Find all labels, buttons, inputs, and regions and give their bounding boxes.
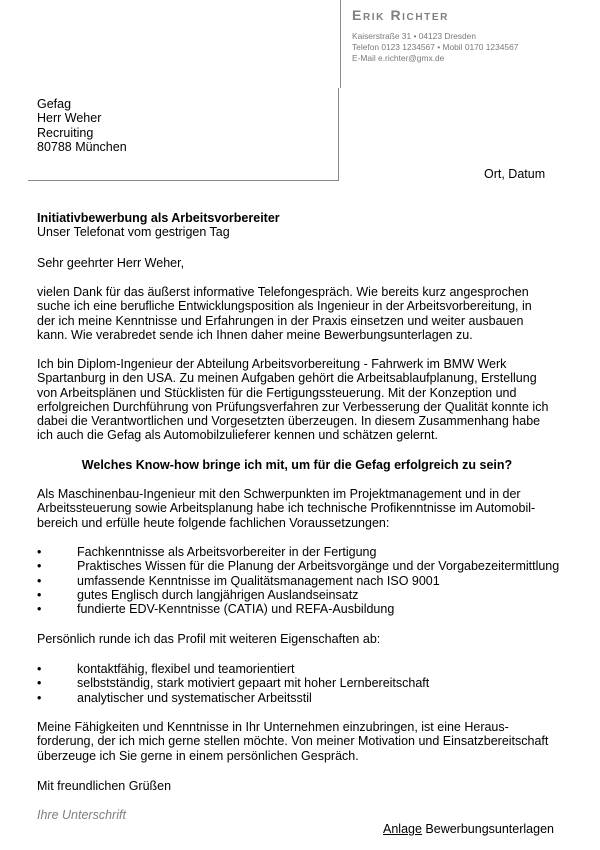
bullet-icon: • xyxy=(37,587,42,602)
attachment-note xyxy=(383,822,554,836)
recipient-address xyxy=(37,97,127,154)
paragraph-line: forderung, der ich mich gerne stellen möchte. Von meiner Motivation und Einsatzbereitschaft xyxy=(37,734,549,749)
subject-title: Initiativbewerbung als Arbeitsvorbereiter xyxy=(37,211,280,225)
recipient-department: Recruiting xyxy=(37,125,94,140)
place-date: Ort, Datum xyxy=(484,167,546,181)
attachment-label: Anlage xyxy=(383,822,422,836)
paragraph-line: Spartanburg in den USA. Zu meinen Aufgaben gehört die Arbeitsablaufplanung, Erstellung xyxy=(37,371,537,386)
paragraph-line: bereich und erfülle heute folgende fachlichen Voraussetzungen: xyxy=(37,515,390,530)
paragraph-traits-intro: Persönlich runde ich das Profil mit weiteren Eigenschaften ab: xyxy=(37,632,381,646)
recipient-frame-right xyxy=(338,88,339,181)
paragraph-line: überzeuge ich Sie gerne in einem persönlichen Gespräch. xyxy=(37,748,359,763)
signature: Ihre Unterschrift xyxy=(37,808,126,822)
list-item xyxy=(37,588,567,602)
bullet-icon: • xyxy=(37,676,42,691)
bullet-icon: • xyxy=(37,573,42,588)
paragraph-line: dabei die Verantwortlichen und Vorgesetzten überzeugen. In diesem Zusammenhang habe xyxy=(37,414,541,429)
paragraph-line: Als Maschinenbau-Ingenieur mit den Schwerpunkten im Projektmanagement und in der xyxy=(37,487,521,501)
list-item-text: umfassende Kenntnisse im Qualitätsmanagement nach ISO 9001 xyxy=(77,573,440,588)
list-item-text: fundierte EDV-Kenntnisse (CATIA) und REFA-Ausbildung xyxy=(77,602,395,617)
list-item xyxy=(37,545,567,559)
bullet-icon: • xyxy=(37,559,42,574)
list-item-text: selbstständig, stark motiviert gepaart mit hoher Lernbereitschaft xyxy=(77,676,430,691)
paragraph-intro xyxy=(37,285,557,342)
paragraph-skills-intro xyxy=(37,487,557,530)
paragraph-line: von Arbeitsplänen und Stücklisten für die Fertigungssteuerung. Mit der Konzeption und xyxy=(37,385,517,400)
paragraph-line: kann. Wie verabredet sende ich Ihnen daher meine Bewerbungsunterlagen zu. xyxy=(37,327,473,342)
sender-phone: Telefon 0123 1234567 • Mobil 0170 1234567 xyxy=(352,42,519,52)
attachment-text: Bewerbungsunterlagen xyxy=(421,822,554,836)
list-item xyxy=(37,559,567,573)
paragraph-line: suche ich eine berufliche Entwicklungsposition als Ingenieur in der Arbeitsvorbereitung, in xyxy=(37,299,532,314)
recipient-city: 80788 München xyxy=(37,139,127,154)
paragraph-line: ich auch die Gefag als Automobilzulieferer kennen und schätzen gelernt. xyxy=(37,428,438,443)
closing: Mit freundlichen Grüßen xyxy=(37,779,172,793)
salutation: Sehr geehrter Herr Weher, xyxy=(37,256,185,270)
list-item xyxy=(37,662,567,676)
bullet-icon: • xyxy=(37,662,42,676)
bullet-icon: • xyxy=(37,690,42,705)
list-item xyxy=(37,574,567,588)
paragraph-conclusion xyxy=(37,720,557,763)
list-item xyxy=(37,691,567,705)
traits-list xyxy=(37,662,567,705)
list-item-text: kontaktfähig, flexibel und teamorientiert xyxy=(77,662,295,676)
paragraph-line: Arbeitssteuerung sowie Arbeitsplanung habe ich technische Profikenntnisse im Automobil- xyxy=(37,501,536,516)
list-item-text: Fachkenntnisse als Arbeitsvorbereiter in der Fertigung xyxy=(77,545,377,559)
sender-email: E-Mail e.richter@gmx.de xyxy=(352,53,445,63)
list-item-text: analytischer und systematischer Arbeitsstil xyxy=(77,690,312,705)
paragraph-experience xyxy=(37,357,557,443)
list-item xyxy=(37,602,567,616)
recipient-company: Gefag xyxy=(37,97,72,111)
recipient-person: Herr Weher xyxy=(37,111,102,126)
paragraph-line: Ich bin Diplom-Ingenieur der Abteilung Arbeitsvorbereitung - Fahrwerk im BMW Werk xyxy=(37,357,507,371)
bullet-icon: • xyxy=(37,602,42,617)
list-item-text: gutes Englisch durch langjährigen Auslandseinsatz xyxy=(77,587,359,602)
qualifications-list xyxy=(37,545,567,616)
bullet-icon: • xyxy=(37,545,42,559)
paragraph-line: der ich meine Kenntnisse und Erfahrungen in der Praxis einsetzen und weiter ausbauen xyxy=(37,313,524,328)
list-item-text: Praktisches Wissen für die Planung der Arbeitsvorgänge und der Vorgabezeitermittlung xyxy=(77,559,560,574)
section-question: Welches Know-how bringe ich mit, um für die Gefag erfolgreich zu sein? xyxy=(81,458,513,472)
subject-reference: Unser Telefonat vom gestrigen Tag xyxy=(37,225,230,239)
sender-name: Erik Richter xyxy=(352,7,449,23)
list-item xyxy=(37,676,567,690)
recipient-frame-bottom xyxy=(28,180,338,181)
sender-address: Kaiserstraße 31 • 04123 Dresden xyxy=(352,31,476,41)
paragraph-line: erfolgreichen Durchführung von Prüfungsverfahren zur Verbesserung der Qualität konnte ich xyxy=(37,399,549,414)
paragraph-line: vielen Dank für das äußerst informative Telefongespräch. Wie bereits kurz angesprochen xyxy=(37,285,529,299)
sender-divider xyxy=(340,0,341,88)
paragraph-line: Meine Fähigkeiten und Kenntnisse in Ihr Unternehmen einzubringen, ist eine Heraus- xyxy=(37,720,509,734)
